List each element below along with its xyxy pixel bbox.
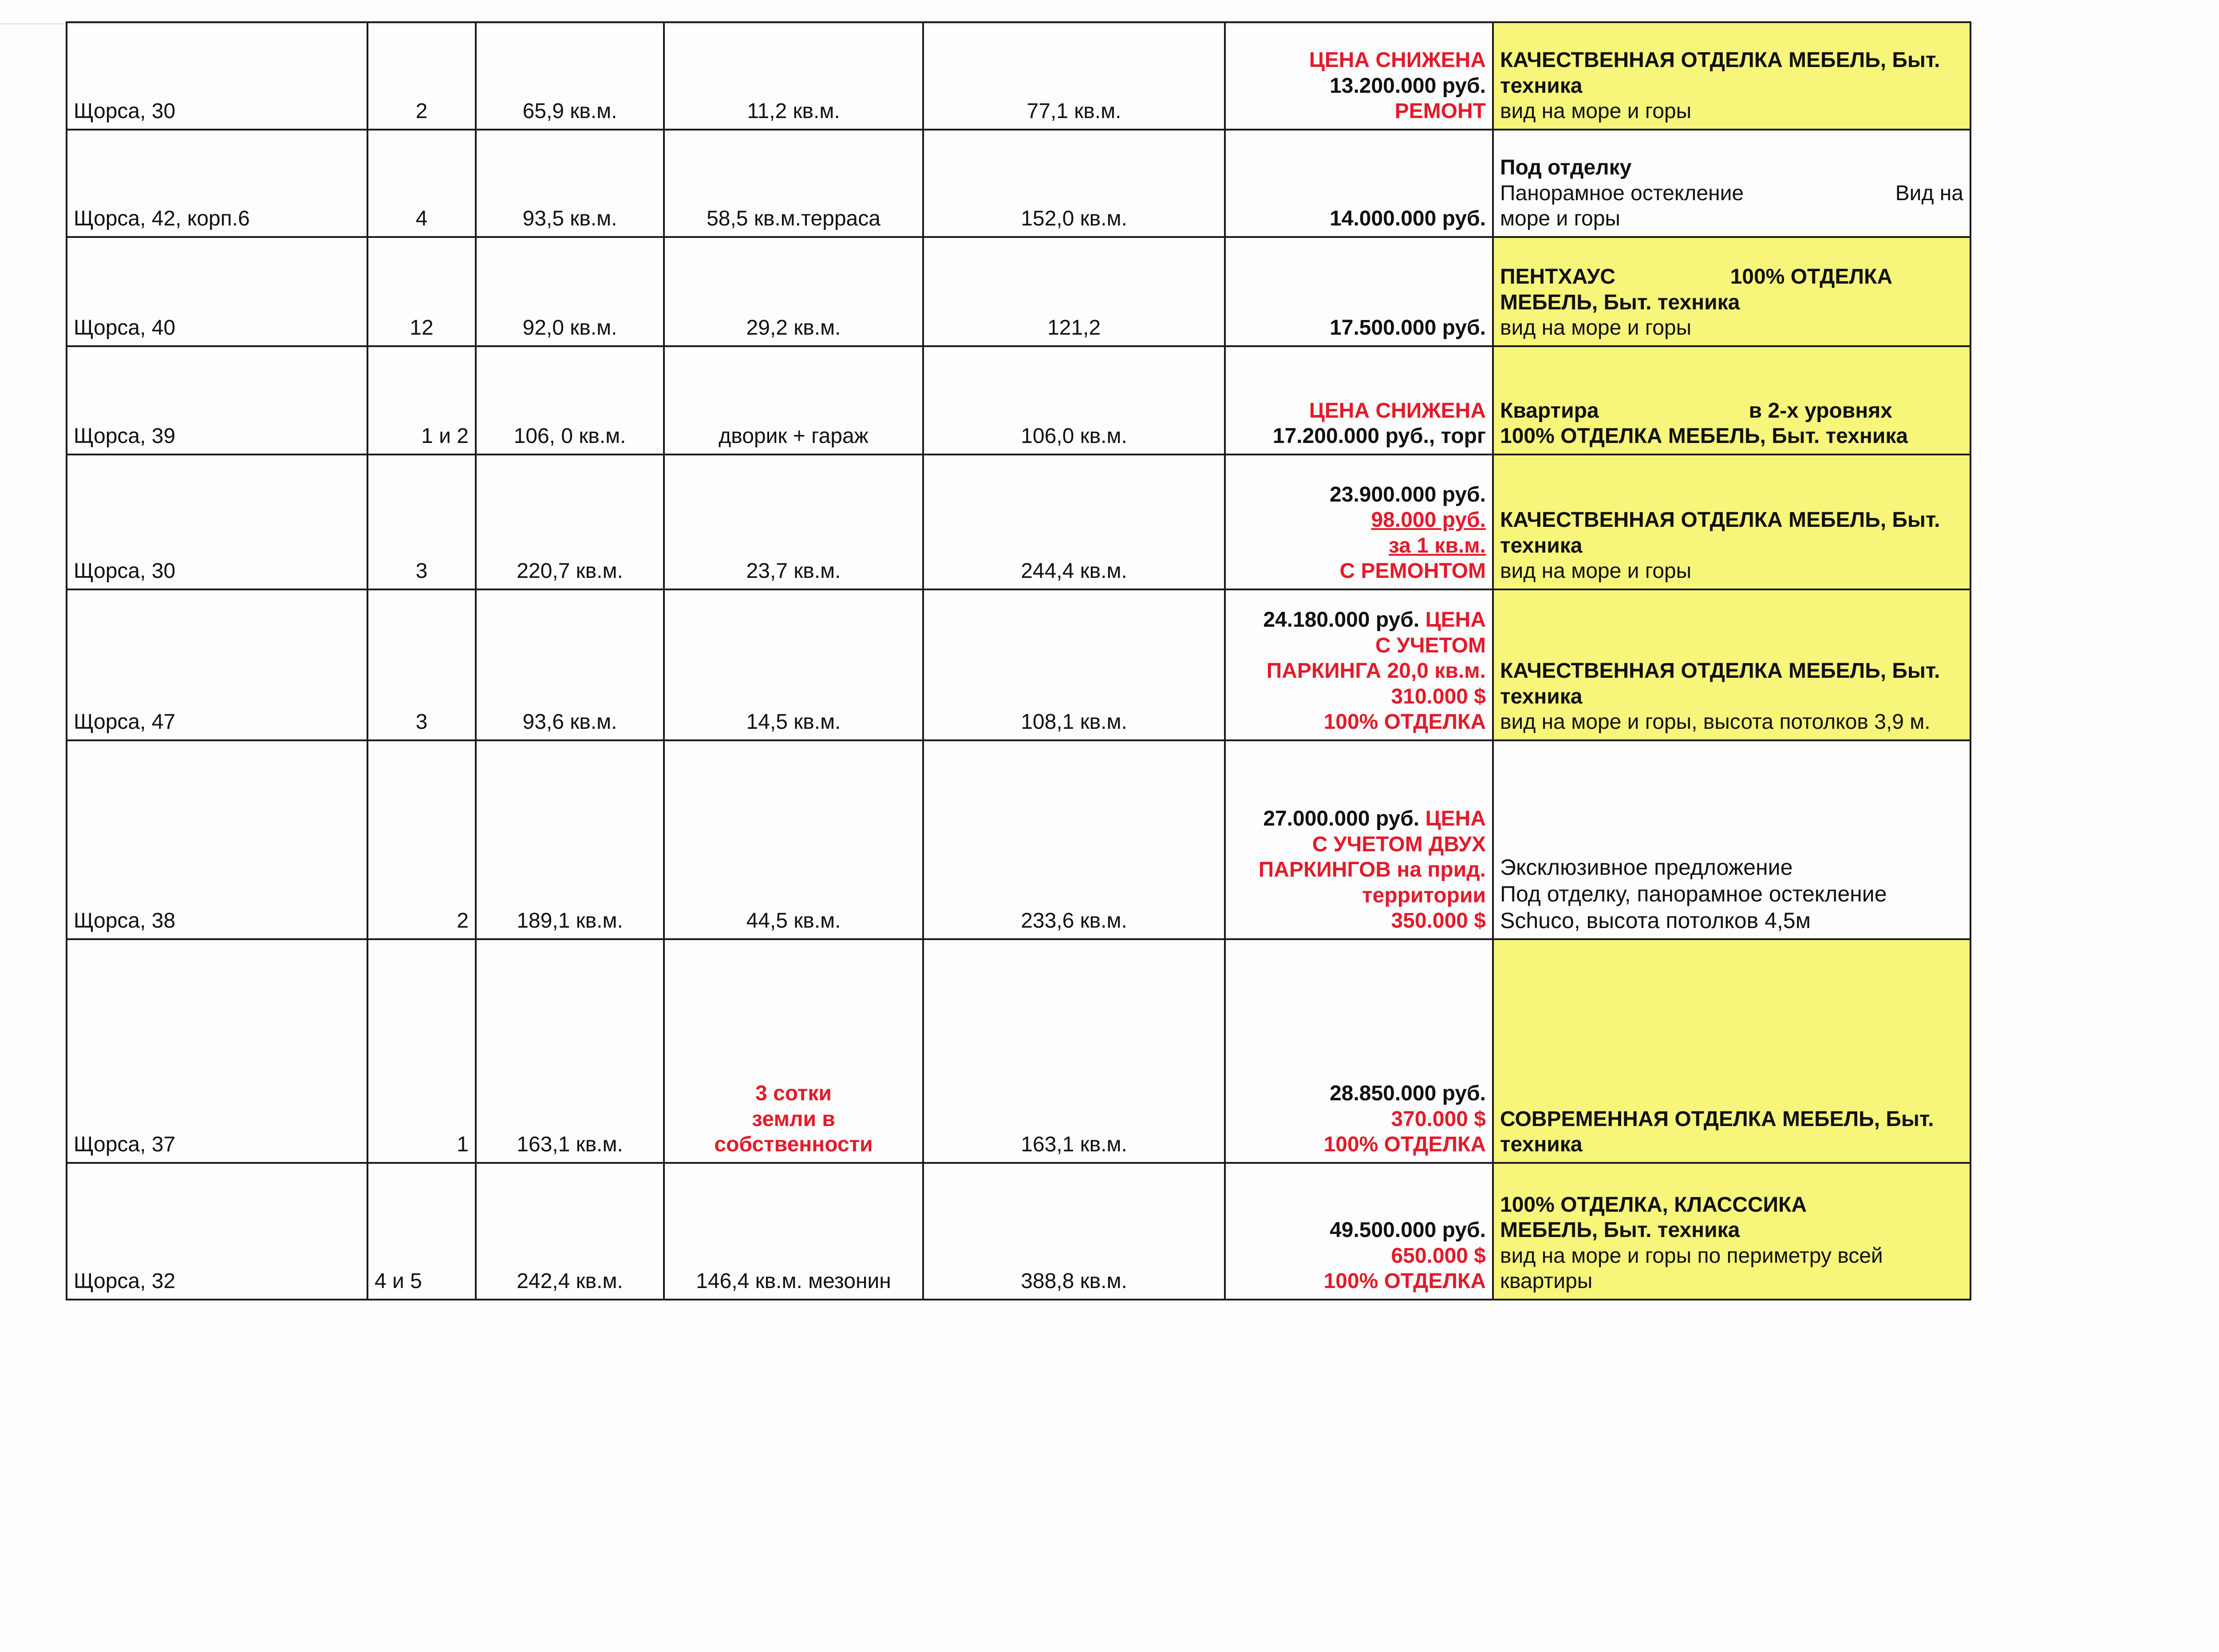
description-line: 100% ОТДЕЛКА, КЛАССCИКА	[1500, 1193, 1807, 1217]
total-area-cell: 108,1 кв.м.	[923, 589, 1225, 740]
rooms-cell: 3	[367, 454, 476, 589]
description-line: в 2-х уровнях	[1749, 399, 1892, 423]
area-cell: 92,0 кв.м.	[476, 237, 664, 346]
table-row	[67, 740, 1970, 939]
price-line: С УЧЕТОМ ДВУХ	[1312, 832, 1486, 856]
price-line: за 1 кв.м.	[1389, 534, 1486, 557]
price-line: ЦЕНА	[1425, 807, 1486, 831]
price-cell	[1225, 22, 1493, 130]
table-row	[67, 939, 1970, 1163]
description-cell	[1493, 939, 1970, 1163]
price-line: 17.200.000 руб., торг	[1272, 424, 1486, 448]
extra-area-line: собственности	[714, 1133, 873, 1157]
price-line: 49.500.000 руб.	[1330, 1218, 1486, 1242]
rooms-cell: 1	[367, 939, 476, 1163]
price-line: 14.000.000 руб.	[1330, 207, 1486, 231]
total-area-cell: 121,2	[923, 237, 1225, 346]
price-line: ЦЕНА СНИЖЕНА	[1309, 48, 1486, 72]
area-cell: 220,7 кв.м.	[476, 454, 664, 589]
description-line: Под отделку	[1500, 156, 1632, 180]
price-line-group	[1232, 806, 1486, 832]
description-line: техника	[1500, 74, 1583, 98]
price-line: 98.000 руб.	[1371, 508, 1486, 532]
description-cell	[1493, 454, 1970, 589]
price-line: 27.000.000 руб.	[1263, 807, 1420, 831]
rooms-cell: 4	[367, 130, 476, 237]
extra-area-cell: 146,4 кв.м. мезонин	[664, 1163, 923, 1300]
price-cell	[1225, 939, 1493, 1163]
extra-area-cell: 58,5 кв.м.терраса	[664, 130, 923, 237]
description-cell	[1493, 740, 1970, 939]
total-area-cell: 77,1 кв.м.	[923, 22, 1225, 130]
price-line: С УЧЕТОМ	[1375, 633, 1486, 657]
address-cell: Щорса, 30	[67, 22, 367, 130]
price-cell	[1225, 130, 1493, 237]
extra-area-cell: 14,5 кв.м.	[664, 589, 923, 740]
description-cell	[1493, 22, 1970, 130]
area-cell: 65,9 кв.м.	[476, 22, 664, 130]
table-row	[67, 1163, 1970, 1300]
extra-area-cell: 29,2 кв.м.	[664, 237, 923, 346]
description-line: МЕБЕЛЬ, Быт. техника	[1500, 290, 1740, 314]
address-cell: Щорса, 42, корп.6	[67, 130, 367, 237]
description-line: Эксклюзивное предложение	[1500, 855, 1793, 880]
total-area-cell: 163,1 кв.м.	[923, 939, 1225, 1163]
apartment-listing-table	[66, 21, 1971, 1300]
address-cell: Щорса, 38	[67, 740, 367, 939]
rooms-cell: 12	[367, 237, 476, 346]
extra-area-cell: дворик + гараж	[664, 346, 923, 454]
description-line: КАЧЕСТВЕННАЯ ОТДЕЛКА МЕБЕЛЬ, Быт.	[1500, 48, 1940, 72]
address-cell: Щорса, 40	[67, 237, 367, 346]
area-cell: 106, 0 кв.м.	[476, 346, 664, 454]
price-line: РЕМОНТ	[1394, 99, 1486, 123]
description-cell	[1493, 1163, 1970, 1300]
area-cell: 163,1 кв.м.	[476, 939, 664, 1163]
description-line: техника	[1500, 1133, 1583, 1157]
table-row	[67, 346, 1970, 454]
price-cell	[1225, 237, 1493, 346]
price-line: ПАРКИНГА 20,0 кв.м.	[1266, 659, 1486, 683]
description-cell	[1493, 346, 1970, 454]
description-line: Квартира	[1500, 399, 1599, 423]
price-cell	[1225, 1163, 1493, 1300]
price-cell	[1225, 589, 1493, 740]
rooms-cell: 3	[367, 589, 476, 740]
table-row	[67, 454, 1970, 589]
extra-area-cell: 11,2 кв.м.	[664, 22, 923, 130]
description-cell	[1493, 589, 1970, 740]
price-line: 28.850.000 руб.	[1330, 1082, 1486, 1106]
price-line: 23.900.000 руб.	[1330, 482, 1486, 506]
total-area-cell: 388,8 кв.м.	[923, 1163, 1225, 1300]
price-line: 24.180.000 руб.	[1263, 608, 1420, 632]
description-line-pair	[1500, 398, 1963, 424]
description-line: вид на море и горы, высота потолков 3,9 м.	[1500, 710, 1931, 734]
price-line: 650.000 $	[1391, 1244, 1486, 1268]
address-cell: Щорса, 30	[67, 454, 367, 589]
price-line: 370.000 $	[1391, 1107, 1486, 1131]
address-cell: Щорса, 37	[67, 939, 367, 1163]
description-line: 100% ОТДЕЛКА	[1730, 265, 1892, 289]
price-line: С РЕМОНТОМ	[1339, 559, 1486, 583]
table-row	[67, 589, 1970, 740]
price-line: территории	[1362, 883, 1486, 907]
description-line: вид на море и горы	[1500, 316, 1692, 340]
rooms-cell: 4 и 5	[367, 1163, 476, 1300]
area-cell: 242,4 кв.м.	[476, 1163, 664, 1300]
description-line: Schuco, высота потолков 4,5м	[1500, 908, 1811, 933]
price-line: ПАРКИНГОВ на прид.	[1258, 858, 1486, 882]
extra-area-cell: 23,7 кв.м.	[664, 454, 923, 589]
total-area-cell: 152,0 кв.м.	[923, 130, 1225, 237]
total-area-cell: 233,6 кв.м.	[923, 740, 1225, 939]
table-row	[67, 22, 1970, 130]
price-line: ЦЕНА СНИЖЕНА	[1309, 399, 1486, 423]
total-area-cell: 106,0 кв.м.	[923, 346, 1225, 454]
description-line: ПЕНТХАУС	[1500, 265, 1615, 289]
area-cell: 93,6 кв.м.	[476, 589, 664, 740]
rooms-cell: 2	[367, 740, 476, 939]
address-cell: Щорса, 47	[67, 589, 367, 740]
extra-area-line: земли в	[752, 1107, 835, 1131]
price-line-group	[1232, 607, 1486, 633]
description-line: КАЧЕСТВЕННАЯ ОТДЕЛКА МЕБЕЛЬ, Быт.	[1500, 659, 1940, 683]
extra-area-line: 3 сотки	[755, 1082, 832, 1106]
description-line: СОВРЕМЕННАЯ ОТДЕЛКА МЕБЕЛЬ, Быт.	[1500, 1107, 1934, 1131]
description-line: КАЧЕСТВЕННАЯ ОТДЕЛКА МЕБЕЛЬ, Быт.	[1500, 508, 1940, 532]
description-line: Панорамное остекление	[1500, 181, 1744, 205]
description-line: море и горы	[1500, 207, 1620, 231]
description-line: 100% ОТДЕЛКА МЕБЕЛЬ, Быт. техника	[1500, 424, 1908, 448]
area-cell: 189,1 кв.м.	[476, 740, 664, 939]
table-row	[67, 130, 1970, 237]
price-line: 100% ОТДЕЛКА	[1323, 1133, 1486, 1157]
description-line: Под отделку, панорамное остекление	[1500, 881, 1887, 906]
price-line: ЦЕНА	[1425, 608, 1486, 632]
total-area-cell: 244,4 кв.м.	[923, 454, 1225, 589]
description-cell	[1493, 130, 1970, 237]
rooms-cell: 1 и 2	[367, 346, 476, 454]
price-cell	[1225, 454, 1493, 589]
description-line-pair	[1500, 264, 1963, 290]
description-line: Вид на	[1895, 181, 1963, 205]
description-line: вид на море и горы	[1500, 99, 1692, 123]
extra-area-cell: 44,5 кв.м.	[664, 740, 923, 939]
description-line: МЕБЕЛЬ, Быт. техника	[1500, 1218, 1740, 1242]
description-line: техника	[1500, 534, 1583, 557]
price-line: 350.000 $	[1391, 909, 1486, 933]
price-line: 100% ОТДЕЛКА	[1323, 710, 1486, 734]
price-cell	[1225, 740, 1493, 939]
rooms-cell: 2	[367, 22, 476, 130]
description-line: техника	[1500, 684, 1583, 708]
price-line: 310.000 $	[1391, 684, 1486, 708]
price-line: 100% ОТДЕЛКА	[1323, 1269, 1486, 1293]
description-line: вид на море и горы	[1500, 559, 1692, 583]
area-cell: 93,5 кв.м.	[476, 130, 664, 237]
price-cell	[1225, 346, 1493, 454]
description-line-pair	[1500, 181, 1963, 206]
extra-area-cell	[664, 939, 923, 1163]
description-line: вид на море и горы по периметру всей квартиры	[1500, 1244, 1883, 1293]
price-line: 17.500.000 руб.	[1330, 316, 1486, 340]
address-cell: Щорса, 39	[67, 346, 367, 454]
price-line: 13.200.000 руб.	[1330, 74, 1486, 98]
description-cell	[1493, 237, 1970, 346]
address-cell: Щорса, 32	[67, 1163, 367, 1300]
table-row	[67, 237, 1970, 346]
